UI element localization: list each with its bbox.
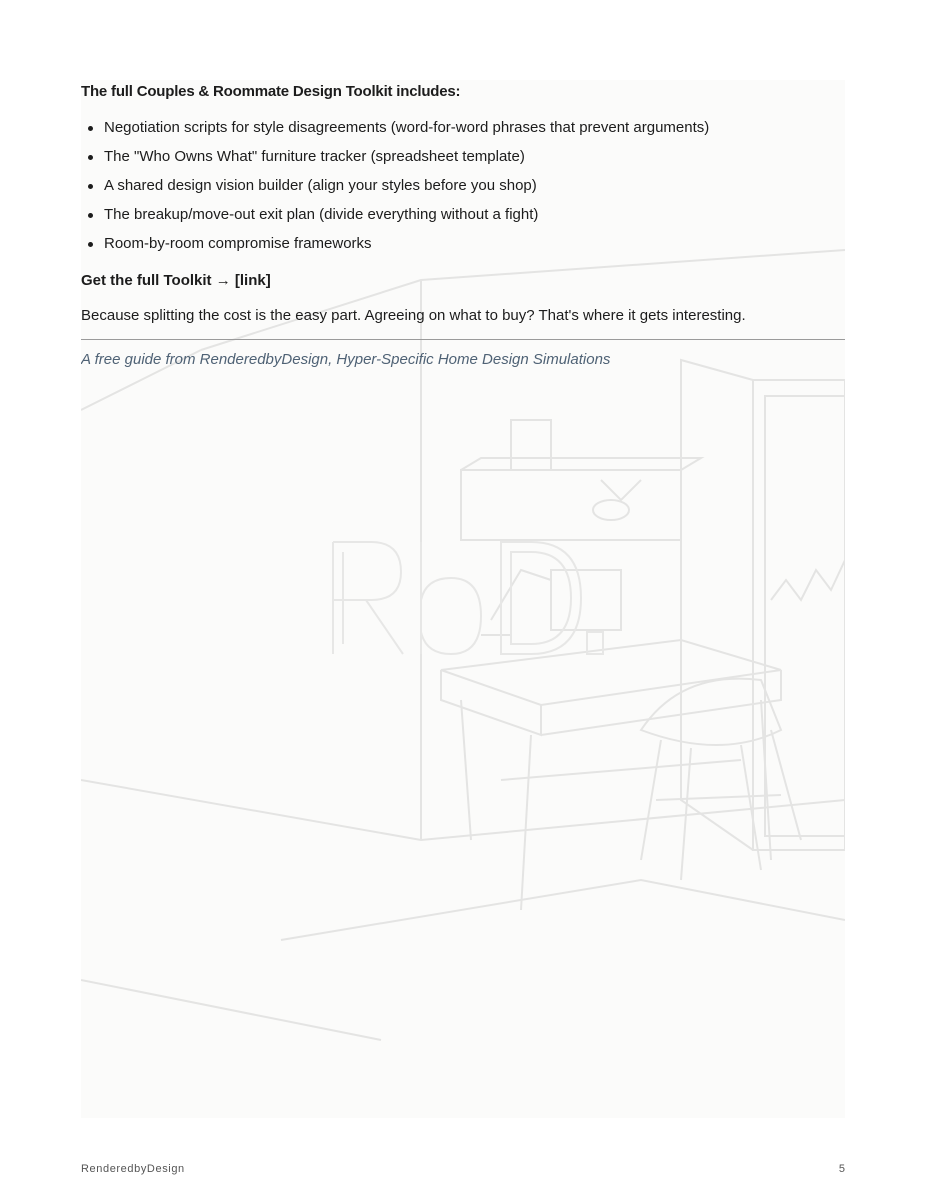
list-item <box>81 205 709 234</box>
bullet-icon <box>88 126 93 131</box>
list-item-text: A shared design vision builder (align your styles before you shop) <box>104 177 537 194</box>
bullet-icon <box>88 213 93 218</box>
guide-credit: A free guide from RenderedbyDesign, Hyper-Specific Home Design Simulations <box>81 351 611 368</box>
footer-brand: RenderedbyDesign <box>81 1163 185 1175</box>
toolkit-heading: The full Couples & Roommate Design Toolkit includes: <box>81 83 461 100</box>
toolkit-bullet-list <box>81 118 709 263</box>
list-item-text: The breakup/move-out exit plan (divide everything without a fight) <box>104 206 539 223</box>
bullet-icon <box>88 184 93 189</box>
bullet-icon <box>88 155 93 160</box>
list-item <box>81 176 709 205</box>
list-item-text: Room-by-room compromise frameworks <box>104 235 372 252</box>
list-item <box>81 234 709 263</box>
bullet-icon <box>88 242 93 247</box>
section-divider <box>81 339 845 340</box>
list-item <box>81 147 709 176</box>
page-number: 5 <box>838 1163 845 1175</box>
toolkit-cta-link[interactable]: Get the full Toolkit → [link] <box>81 272 271 289</box>
closing-paragraph: Because splitting the cost is the easy part. Agreeing on what to buy? That's where it gets interesting. <box>81 307 746 324</box>
list-item-text: The "Who Owns What" furniture tracker (spreadsheet template) <box>104 148 525 165</box>
list-item-text: Negotiation scripts for style disagreements (word-for-word phrases that prevent arguments) <box>104 119 710 136</box>
list-item <box>81 118 709 147</box>
content-panel <box>81 80 845 1118</box>
